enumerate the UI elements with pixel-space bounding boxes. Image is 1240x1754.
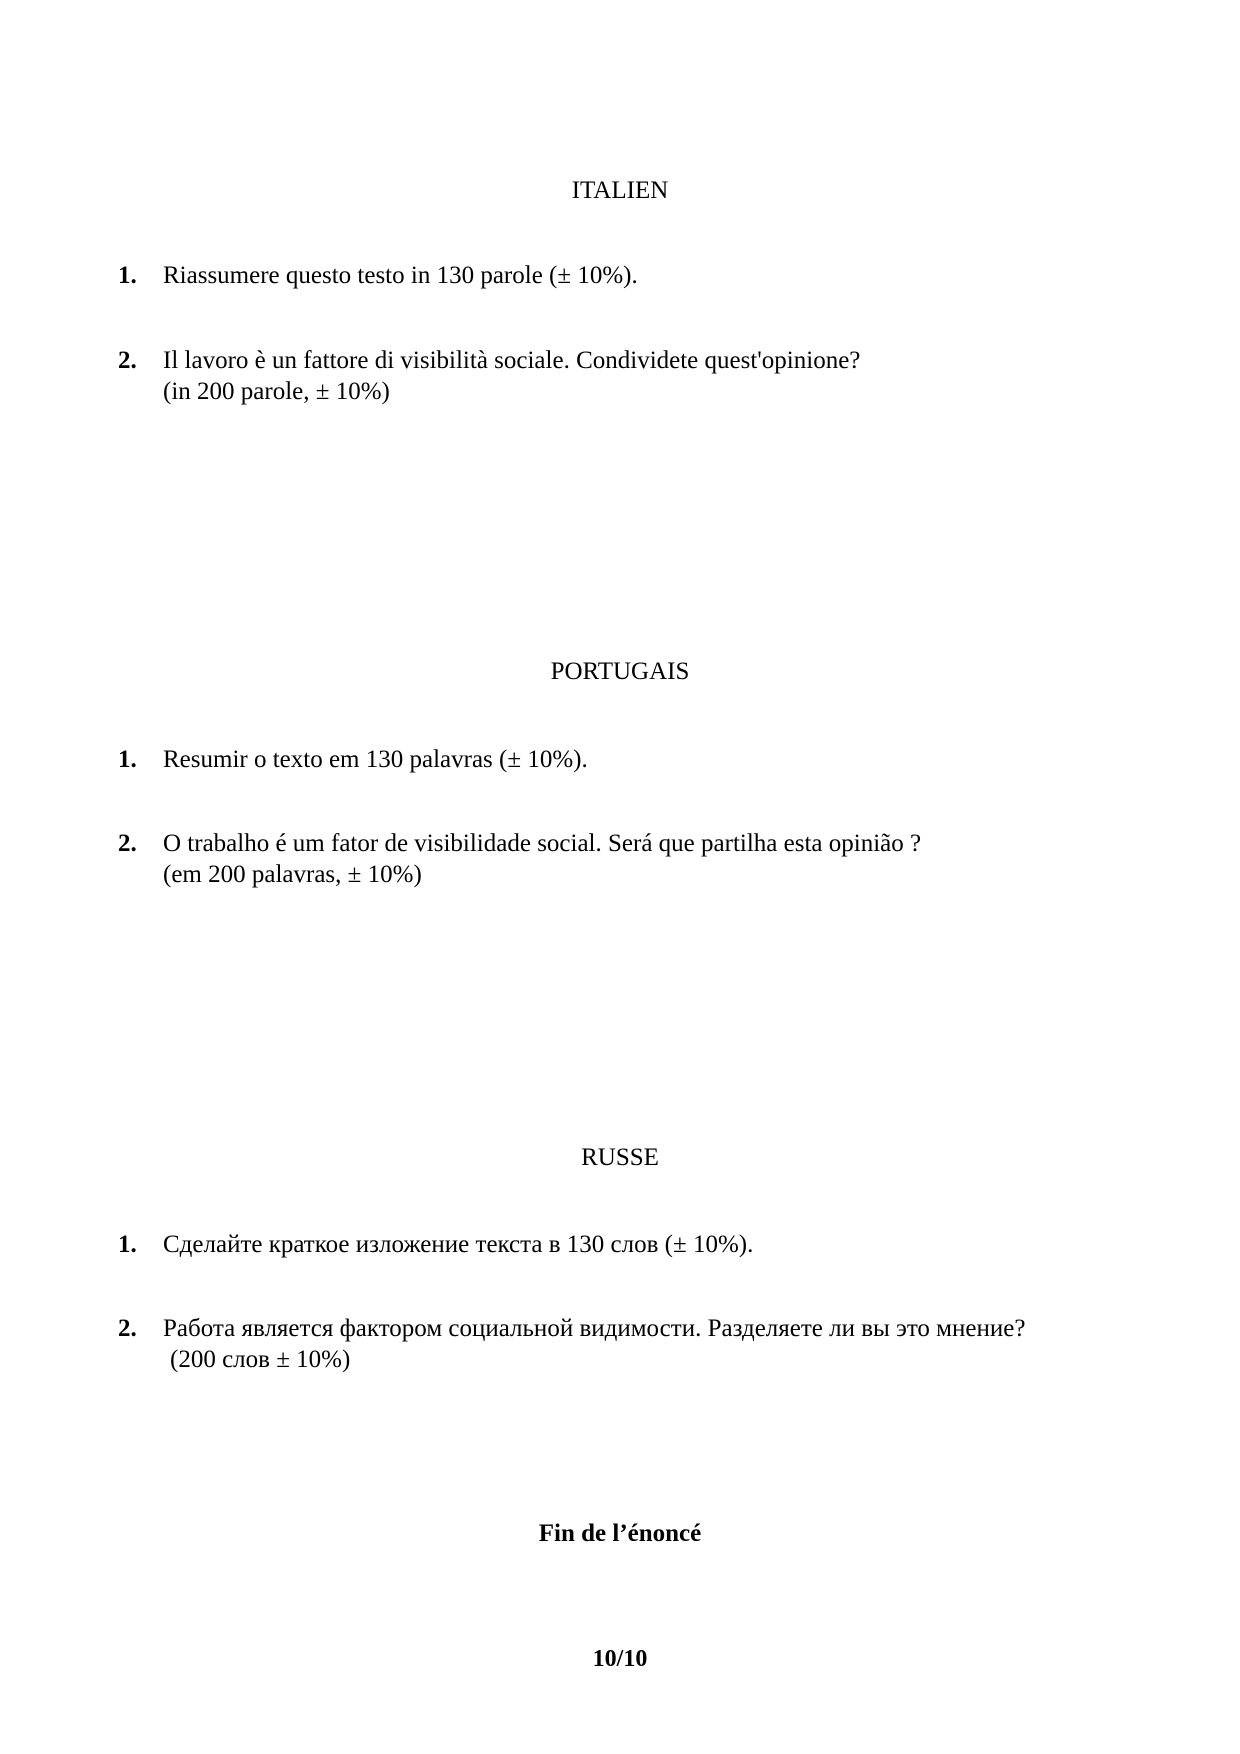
question-line: Работа является фактором социальной видимости. Разделяете ли вы это мнение? (163, 1315, 1026, 1342)
section-heading-russe: RUSSE (581, 1144, 659, 1171)
section-heading-italien: ITALIEN (571, 177, 669, 204)
question-number: 2. (118, 347, 137, 374)
question-text (163, 260, 638, 291)
question-line: Resumir o texto em 130 palavras (± 10%). (163, 746, 588, 773)
question-line-note: (em 200 palavras, ± 10%) (163, 861, 422, 888)
question-text (163, 1313, 1025, 1375)
end-of-statement: Fin de l’énoncé (538, 1520, 702, 1547)
question-line-note: (in 200 parole, ± 10%) (163, 378, 390, 405)
question-line: O trabalho é um fator de visibilidade social. Será que partilha esta opinião ? (163, 830, 922, 857)
question-text (163, 1229, 753, 1260)
question-number: 1. (118, 262, 137, 289)
question-number: 2. (118, 830, 137, 857)
question-number: 1. (118, 1231, 137, 1258)
question-text (163, 345, 860, 407)
section-heading-portugais: PORTUGAIS (550, 658, 690, 685)
question-line-note: (200 слов ± 10%) (170, 1346, 351, 1373)
page-number: 10/10 (592, 1646, 648, 1672)
question-text (163, 828, 921, 890)
question-line: Riassumere questo testo in 130 parole (± 10%). (163, 262, 638, 289)
question-text (163, 744, 588, 775)
question-line: Il lavoro è un fattore di visibilità sociale. Condividete quest'opinione? (163, 347, 861, 374)
question-line: Сделайте краткое изложение текста в 130 слов (± 10%). (163, 1231, 754, 1258)
question-number: 1. (118, 746, 137, 773)
question-number: 2. (118, 1315, 137, 1342)
